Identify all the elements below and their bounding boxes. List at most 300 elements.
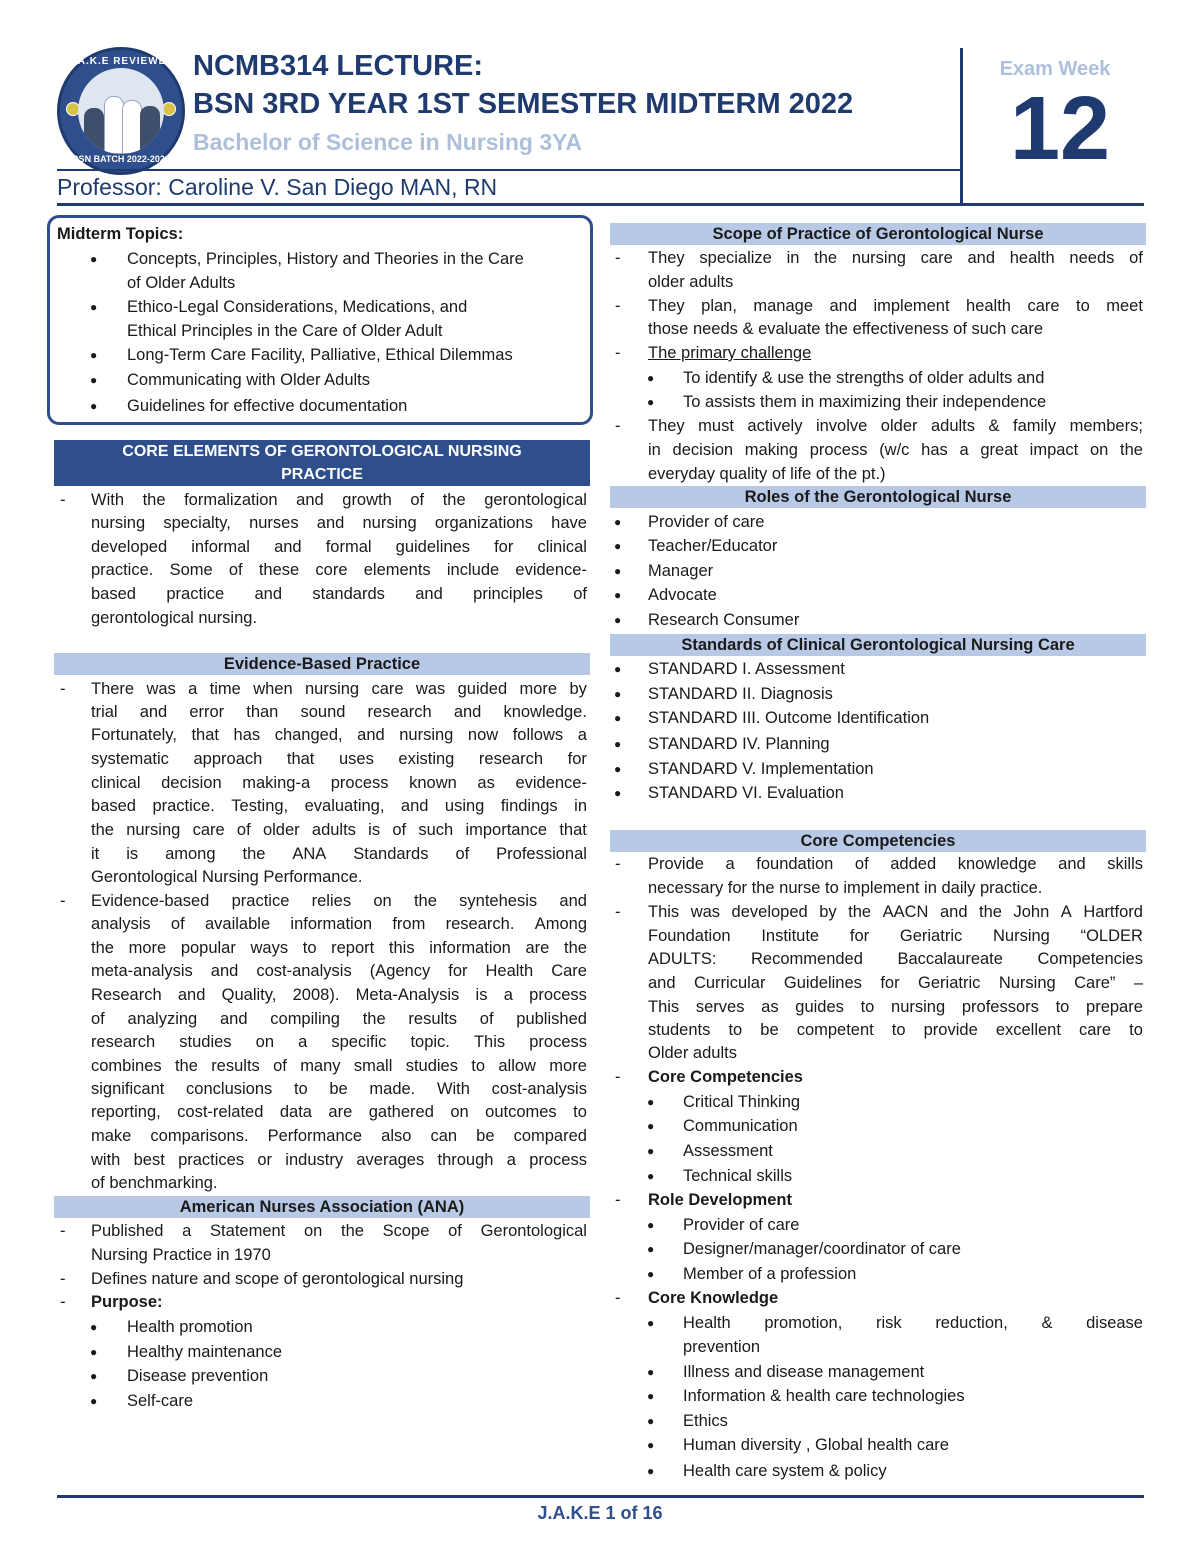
- paragraph-line: [91, 1055, 587, 1077]
- word: these: [258, 561, 300, 579]
- word: adults: [930, 417, 976, 435]
- word: (Agency: [369, 962, 431, 980]
- paragraph-line-last: everyday quality of life of the pt.): [648, 465, 886, 483]
- word: have: [551, 514, 587, 532]
- word: industry: [285, 1151, 344, 1169]
- word: Fortunately,: [91, 726, 177, 744]
- bullet-icon: ●: [647, 1169, 655, 1183]
- word: and: [219, 1010, 248, 1028]
- word: to: [293, 1080, 308, 1098]
- word: and: [357, 726, 385, 744]
- dash-marker: -: [615, 1068, 621, 1086]
- word: was: [146, 680, 176, 698]
- bullet-icon: ●: [90, 252, 98, 266]
- knowledge-item: [683, 1312, 1143, 1334]
- paragraph-line: [648, 295, 1143, 317]
- dash-marker: -: [60, 1293, 66, 1311]
- word: or: [257, 1151, 273, 1169]
- paragraph-line: [648, 1019, 1143, 1041]
- word: care: [371, 680, 404, 698]
- purpose-item: Self-care: [127, 1392, 194, 1410]
- word: to: [471, 1057, 486, 1075]
- word: There: [91, 680, 135, 698]
- word: decision: [672, 441, 734, 459]
- word: compiling: [270, 1010, 340, 1028]
- word: manage: [753, 297, 814, 315]
- word: They: [648, 249, 685, 267]
- roles-heading: Roles of the Gerontological Nurse: [610, 486, 1146, 508]
- word: trial: [91, 703, 118, 721]
- bullet-icon: ●: [647, 1464, 655, 1478]
- role-item: Research Consumer: [648, 611, 800, 629]
- word: evidence-: [515, 774, 587, 792]
- word: guidelines: [395, 538, 470, 556]
- word: many: [300, 1057, 341, 1075]
- word: Care: [551, 962, 587, 980]
- word: Competencies: [1037, 950, 1143, 968]
- word: promotion,: [764, 1314, 843, 1332]
- standard-item: STANDARD VI. Evaluation: [648, 784, 844, 802]
- word: Nursing: [998, 974, 1056, 992]
- word: averages: [356, 1151, 425, 1169]
- word: evidence-: [515, 561, 587, 579]
- word: of: [273, 1057, 287, 1075]
- bullet-icon: ●: [647, 371, 655, 385]
- dash-marker: -: [615, 297, 621, 315]
- word: of: [455, 845, 470, 863]
- word: and: [296, 491, 324, 509]
- word: meet: [1106, 297, 1143, 315]
- word: organizations: [434, 514, 533, 532]
- standard-item: STANDARD II. Diagnosis: [648, 685, 833, 703]
- word: to: [728, 1021, 743, 1039]
- word: such: [418, 821, 454, 839]
- word: the: [91, 821, 114, 839]
- word: when: [253, 680, 293, 698]
- bullet-icon: ●: [90, 1345, 98, 1359]
- word: of: [573, 585, 587, 603]
- word: Performance: [267, 1127, 363, 1145]
- word: is: [368, 821, 381, 839]
- word: practice.: [91, 561, 154, 579]
- word: that: [191, 726, 219, 744]
- word: data: [279, 1103, 312, 1121]
- word: a: [182, 1222, 192, 1240]
- word: to: [573, 1103, 587, 1121]
- word: nurses: [249, 514, 299, 532]
- word: nursing: [91, 514, 146, 532]
- word: error: [189, 703, 225, 721]
- logo-text-top: J.A.K.E REVIEWER: [67, 56, 175, 67]
- paragraph-line: [91, 1220, 587, 1242]
- word: 2008).: [292, 986, 340, 1004]
- word: sound: [300, 703, 346, 721]
- word: great: [980, 441, 1018, 459]
- word: cost-analysis: [256, 962, 352, 980]
- word: Foundation: [648, 927, 731, 945]
- footer-rule: [57, 1495, 1144, 1498]
- topic-item-cont: of Older Adults: [127, 274, 236, 292]
- word: and: [210, 962, 239, 980]
- word: topic.: [410, 1033, 450, 1051]
- word: plan,: [701, 297, 737, 315]
- word: Hartford: [1083, 903, 1143, 921]
- paragraph-line: [648, 853, 1143, 875]
- core-elements-heading-line1: CORE ELEMENTS OF GERONTOLOGICAL NURSING: [122, 443, 522, 460]
- word: added: [890, 855, 937, 873]
- word: foundation: [756, 855, 834, 873]
- word: research: [91, 1033, 156, 1051]
- word: a: [503, 986, 513, 1004]
- exam-week-label: Exam Week: [999, 58, 1111, 80]
- word: nursing: [304, 680, 360, 698]
- word: reduction,: [935, 1314, 1008, 1332]
- word: the: [142, 491, 166, 509]
- word: Provide: [648, 855, 704, 873]
- word: skills: [1107, 855, 1143, 873]
- word: process: [330, 774, 389, 792]
- word: This: [648, 903, 680, 921]
- role-development-item: Designer/manager/coordinator of care: [683, 1240, 961, 1258]
- word: time: [209, 680, 241, 698]
- word: the: [341, 1222, 364, 1240]
- word: Professional: [496, 845, 587, 863]
- word: studies: [179, 1033, 232, 1051]
- word: risk: [875, 1314, 902, 1332]
- dash-marker: -: [615, 344, 621, 362]
- word: relies: [311, 892, 352, 910]
- word: the: [174, 1057, 198, 1075]
- professor-name: Professor: Caroline V. San Diego MAN, RN: [57, 174, 498, 200]
- core-knowledge-label: Core Knowledge: [648, 1289, 779, 1307]
- word: and: [274, 538, 302, 556]
- paragraph-line: [91, 1008, 587, 1030]
- word: now: [467, 726, 499, 744]
- paragraph-line: [91, 795, 587, 817]
- word: needs: [1069, 249, 1115, 267]
- word: and: [829, 297, 857, 315]
- competencies-heading: Core Competencies: [610, 830, 1146, 852]
- word: of: [410, 491, 425, 509]
- word: known: [409, 774, 457, 792]
- word: decision: [161, 774, 222, 792]
- role-development-item: Provider of care: [683, 1216, 800, 1234]
- word: Care”: [1074, 974, 1116, 992]
- word: growth: [342, 491, 392, 509]
- word: results: [211, 1057, 260, 1075]
- word: information: [290, 915, 373, 933]
- word: cost-analysis: [491, 1080, 587, 1098]
- word: provide: [923, 1021, 978, 1039]
- word: systematic: [91, 750, 169, 768]
- word: They: [648, 417, 685, 435]
- bullet-icon: ●: [647, 1438, 655, 1452]
- word: on: [450, 1103, 469, 1121]
- topic-item: Ethico-Legal Considerations, Medications, and: [127, 298, 468, 316]
- word: formalization: [184, 491, 278, 509]
- reviewer-logo: [57, 47, 185, 175]
- word: that: [286, 750, 315, 768]
- word: process: [529, 1151, 587, 1169]
- word: syntehesis: [459, 892, 538, 910]
- word: practice: [231, 892, 290, 910]
- word: popular: [180, 939, 236, 957]
- word: also: [381, 1127, 412, 1145]
- word: this: [388, 939, 415, 957]
- word: based: [91, 797, 136, 815]
- paragraph-line: [91, 1101, 587, 1123]
- knowledge-item-cont: prevention: [683, 1338, 761, 1356]
- role-item: Teacher/Educator: [648, 537, 778, 555]
- word: gathered: [368, 1103, 434, 1121]
- word: and: [400, 797, 429, 815]
- word: compared: [513, 1127, 587, 1145]
- purpose-item: Health promotion: [127, 1318, 253, 1336]
- lecture-title: NCMB314 LECTURE:: [193, 50, 484, 82]
- word: impact: [1029, 441, 1079, 459]
- word: standards: [312, 585, 385, 603]
- paragraph-line-last: necessary for the nurse to implement in daily practice.: [648, 879, 1043, 897]
- bullet-icon: ●: [90, 1394, 98, 1408]
- paragraph-line: [91, 512, 587, 534]
- paragraph-line: [91, 913, 587, 935]
- knowledge-item: Information & health care technologies: [683, 1387, 965, 1405]
- word: gerontological: [484, 491, 587, 509]
- paragraph-line: [91, 984, 587, 1006]
- word: This: [648, 998, 680, 1016]
- bullet-icon: ●: [647, 1316, 655, 1330]
- word: significant: [91, 1080, 165, 1098]
- word: of: [854, 855, 869, 873]
- word: the: [848, 903, 872, 921]
- bullet-icon: ●: [614, 588, 622, 602]
- word: process: [529, 1033, 587, 1051]
- word: a: [298, 1033, 308, 1051]
- word: Institute: [761, 927, 820, 945]
- word: on: [373, 892, 392, 910]
- word: is: [475, 986, 488, 1004]
- word: from: [392, 915, 426, 933]
- word: core: [315, 561, 348, 579]
- paragraph-line: [648, 439, 1143, 461]
- word: professors: [961, 998, 1039, 1016]
- word: excellent: [995, 1021, 1061, 1039]
- word: knowledge: [957, 855, 1037, 873]
- word: of: [479, 1010, 494, 1028]
- word: This: [473, 1033, 506, 1051]
- topic-item: Concepts, Principles, History and Theories in the Care: [127, 250, 524, 268]
- word: Geriatric: [899, 927, 963, 945]
- word: research: [478, 750, 544, 768]
- word: more: [549, 1057, 587, 1075]
- bullet-icon: ●: [90, 1320, 98, 1334]
- core-elements-heading: [54, 440, 590, 486]
- paragraph-line: [648, 901, 1143, 923]
- word: a: [725, 855, 735, 873]
- bullet-icon: ●: [614, 564, 622, 578]
- bullet-icon: ●: [614, 786, 622, 800]
- bullet-icon: ●: [647, 1218, 655, 1232]
- bullet-icon: ●: [614, 762, 622, 776]
- word: making-a: [242, 774, 311, 792]
- knowledge-item: Health care system & policy: [683, 1462, 887, 1480]
- word: on: [255, 1033, 274, 1051]
- word: studies: [405, 1057, 458, 1075]
- word: nursing: [399, 726, 454, 744]
- word: has: [921, 441, 948, 459]
- word: Evidence-based: [91, 892, 210, 910]
- word: prepare: [1086, 998, 1143, 1016]
- bullet-icon: ●: [647, 1389, 655, 1403]
- topic-item: Guidelines for effective documentation: [127, 397, 408, 415]
- word: on: [303, 1222, 323, 1240]
- word: practice: [166, 585, 225, 603]
- role-item: Provider of care: [648, 513, 765, 531]
- word: to: [1055, 998, 1070, 1016]
- paragraph-line: [91, 536, 587, 558]
- word: process: [529, 986, 587, 1004]
- word: clinical: [91, 774, 141, 792]
- word: than: [246, 703, 279, 721]
- word: more: [519, 680, 558, 698]
- standards-heading: Standards of Clinical Gerontological Nursing Care: [610, 634, 1146, 656]
- purpose-item: Disease prevention: [127, 1367, 269, 1385]
- word: changed,: [274, 726, 343, 744]
- paragraph-line: [648, 972, 1143, 994]
- core-elements-heading-line2: PRACTICE: [281, 466, 363, 483]
- standard-item: STANDARD I. Assessment: [648, 660, 845, 678]
- word: findings: [500, 797, 558, 815]
- word: to: [891, 1021, 906, 1039]
- word: and: [453, 703, 482, 721]
- word: results: [408, 1010, 458, 1028]
- word: implement: [873, 297, 950, 315]
- role-development-item: Member of a profession: [683, 1265, 857, 1283]
- word: and: [415, 585, 443, 603]
- word: making: [744, 441, 798, 459]
- word: allow: [498, 1057, 536, 1075]
- word: small: [353, 1057, 393, 1075]
- bullet-icon: ●: [647, 1119, 655, 1133]
- word: elements: [363, 561, 431, 579]
- word: best: [133, 1151, 165, 1169]
- word: of: [392, 821, 407, 839]
- dash-marker: -: [615, 855, 621, 873]
- bullet-icon: ●: [647, 1365, 655, 1379]
- word: A: [1060, 903, 1072, 921]
- header-divider: [57, 169, 962, 171]
- word: informal: [191, 538, 250, 556]
- ebp-heading: Evidence-Based Practice: [54, 653, 590, 675]
- word: be: [476, 1127, 495, 1145]
- bullet-icon: ●: [614, 737, 622, 751]
- paragraph-line: [91, 819, 587, 841]
- purpose-label: Purpose:: [91, 1293, 163, 1311]
- word: specialize: [699, 249, 772, 267]
- word: Recommended: [751, 950, 863, 968]
- word: of: [1129, 249, 1143, 267]
- word: to: [860, 998, 875, 1016]
- word: and: [254, 585, 283, 603]
- paragraph-line: [91, 843, 587, 865]
- word: family: [1013, 417, 1057, 435]
- word: of: [236, 821, 251, 839]
- dash-marker: -: [60, 1270, 66, 1288]
- word: developed: [91, 538, 168, 556]
- word: They: [648, 297, 685, 315]
- exam-week-number: 12: [1009, 79, 1111, 179]
- topic-item: Long-Term Care Facility, Palliative, Ethical Dilemmas: [127, 346, 513, 364]
- word: actively: [747, 417, 803, 435]
- word: AACN: [882, 903, 929, 921]
- logo-photo: [78, 68, 164, 154]
- word: Research: [91, 986, 162, 1004]
- word: for: [494, 538, 514, 556]
- word: the: [979, 903, 1002, 921]
- bullet-icon: ●: [614, 515, 622, 529]
- bullet-icon: ●: [614, 711, 622, 725]
- word: older: [262, 821, 300, 839]
- word: the: [814, 249, 838, 267]
- header-vertical-divider: [960, 48, 963, 203]
- competency-item: Critical Thinking: [683, 1093, 801, 1111]
- bullet-icon: ●: [647, 1242, 655, 1256]
- word: Standards: [353, 845, 429, 863]
- word: John: [1013, 903, 1050, 921]
- word: in: [574, 797, 587, 815]
- role-item: Advocate: [648, 586, 717, 604]
- challenge-label: The primary challenge: [648, 344, 812, 362]
- bullet-icon: ●: [614, 539, 622, 553]
- paragraph-line: Defines nature and scope of gerontological nursing: [91, 1270, 464, 1288]
- word: follows: [512, 726, 564, 744]
- word: of: [228, 561, 243, 579]
- dash-marker: -: [615, 1289, 621, 1307]
- word: health: [966, 297, 1011, 315]
- word: be: [329, 1080, 348, 1098]
- paragraph-line: [91, 1125, 587, 1147]
- purpose-item: Healthy maintenance: [127, 1343, 283, 1361]
- word: Published: [91, 1222, 164, 1240]
- word: Meta-Analysis: [355, 986, 460, 1004]
- word: the: [442, 491, 466, 509]
- word: Baccalaureate: [897, 950, 1003, 968]
- core-competencies-label: Core Competencies: [648, 1068, 803, 1086]
- paragraph-line-last: gerontological nursing.: [91, 609, 258, 627]
- word: “OLDER: [1080, 927, 1143, 945]
- word: for: [448, 962, 468, 980]
- knowledge-item: Illness and disease management: [683, 1363, 925, 1381]
- word: must: [698, 417, 734, 435]
- paragraph-line: [91, 559, 587, 581]
- word: Among: [534, 915, 587, 933]
- paragraph-line: [91, 583, 587, 605]
- word: ADULTS:: [648, 950, 717, 968]
- dash-marker: -: [60, 1222, 66, 1240]
- paragraph-line: [91, 748, 587, 770]
- word: uses: [338, 750, 374, 768]
- word: the: [1120, 441, 1143, 459]
- paragraph-line: [648, 925, 1143, 947]
- word: members;: [1069, 417, 1143, 435]
- word: based: [91, 585, 136, 603]
- word: care: [192, 821, 225, 839]
- word: for: [880, 974, 900, 992]
- word: ways: [250, 939, 289, 957]
- word: importance: [465, 821, 548, 839]
- word: approach: [193, 750, 263, 768]
- standard-item: STANDARD IV. Planning: [648, 735, 830, 753]
